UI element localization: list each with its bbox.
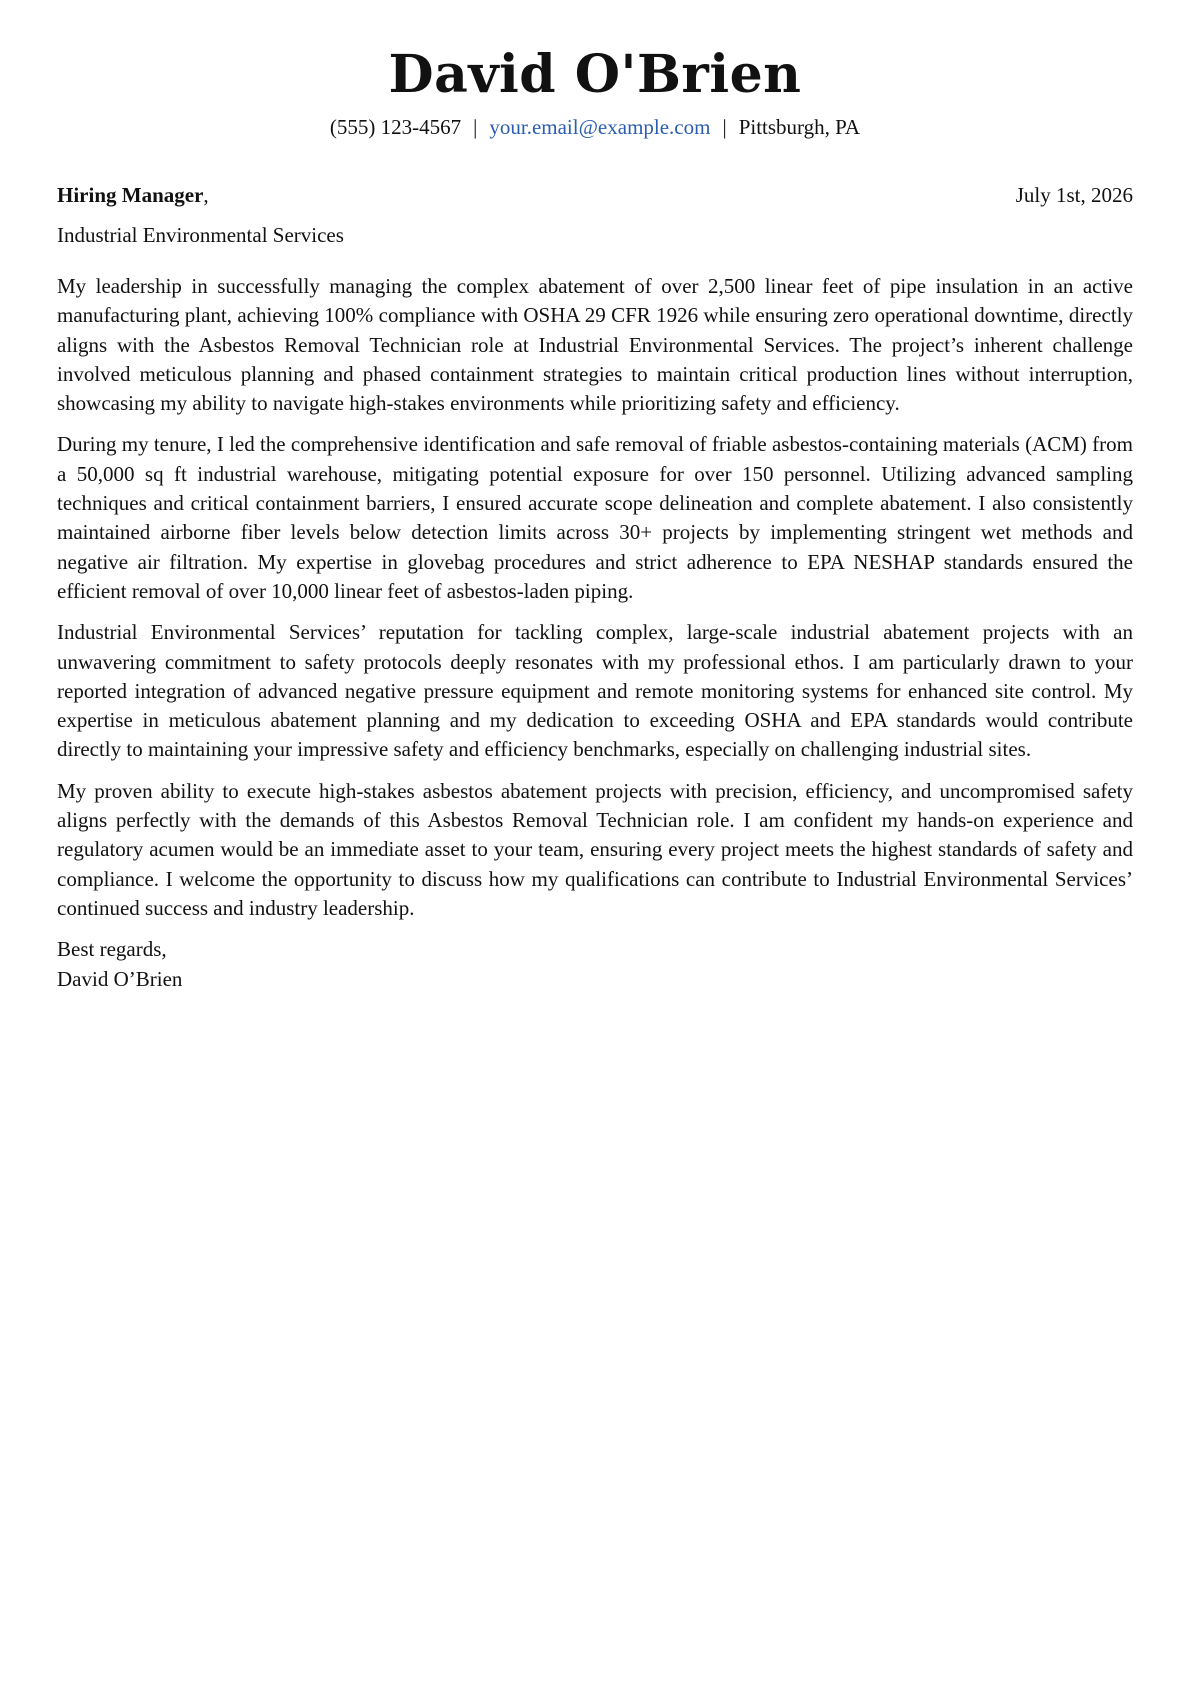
contact-separator: |	[722, 115, 727, 139]
body-paragraph: During my tenure, I led the comprehensive identification and safe removal of friable asbestos-containing materials (ACM) from a 50,000 sq ft industrial warehouse, mitigating potential exposure for over 150 personnel. Utilizing advanced sampling techniques and critical containment barriers, I ensured accurate scope delineation and complete abatement. I also consistently maintained airborne fiber levels below detection limits across 30+ projects by implementing stringent wet methods and negative air filtration. My expertise in glovebag procedures and strict adherence to EPA NESHAP standards ensured the efficient removal of over 10,000 linear feet of asbestos-laden piping.	[57, 432, 1133, 603]
letter-date: July 1st, 2026	[1015, 183, 1133, 207]
letter-body	[57, 272, 1133, 923]
contact-separator: |	[473, 115, 478, 139]
body-paragraph: Industrial Environmental Services’ reputation for tackling complex, large-scale industrial abatement projects with an unwavering commitment to safety protocols deeply resonates with my professional ethos. I am particularly drawn to your reported integration of advanced negative pressure equipment and remote monitoring systems for enhanced site control. My expertise in meticulous abatement planning and my dedication to exceeding OSHA and EPA standards would contribute directly to maintaining your impressive safety and efficiency benchmarks, especially on challenging industrial sites.	[57, 620, 1133, 762]
recipient-name: Hiring Manager	[57, 183, 204, 207]
body-paragraph: My proven ability to execute high-stakes asbestos abatement projects with precision, efficiency, and uncompromised safety aligns perfectly with the demands of this Asbestos Removal Technician role. I am confident my hands-on experience and regulatory acumen would be an immediate asset to your team, ensuring every project meets the highest standards of safety and compliance. I welcome the opportunity to discuss how my qualifications can contribute to Industrial Environmental Services’ continued success and industry leadership.	[57, 778, 1133, 920]
recipient-company: Industrial Environmental Services	[57, 223, 344, 247]
cover-letter-page	[57, 38, 1133, 994]
recipient-suffix: ,	[203, 183, 209, 207]
recipient-date-row	[57, 180, 1133, 210]
body-paragraph: My leadership in successfully managing the complex abatement of over 2,500 linear feet of pipe insulation in an active manufacturing plant, achieving 100% compliance with OSHA 29 CFR 1926 while ensuring zero operational downtime, directly aligns with the Asbestos Removal Technician role at Industrial Environmental Services. The project’s inherent challenge involved meticulous planning and phased containment strategies to maintain critical production lines without interruption, showcasing my ability to navigate high-stakes environments while prioritizing safety and efficiency.	[57, 274, 1133, 416]
salutation-line	[57, 183, 209, 207]
letter-closing	[57, 935, 1133, 994]
location: Pittsburgh, PA	[738, 115, 861, 139]
email-link[interactable]: your.email@example.com	[489, 115, 711, 139]
closing-signature: David O’Brien	[57, 966, 183, 991]
applicant-name: David O'Brien	[388, 44, 802, 105]
closing-salutation: Best regards,	[57, 937, 167, 962]
contact-line	[57, 112, 1133, 142]
phone-number: (555) 123-4567	[329, 115, 462, 139]
